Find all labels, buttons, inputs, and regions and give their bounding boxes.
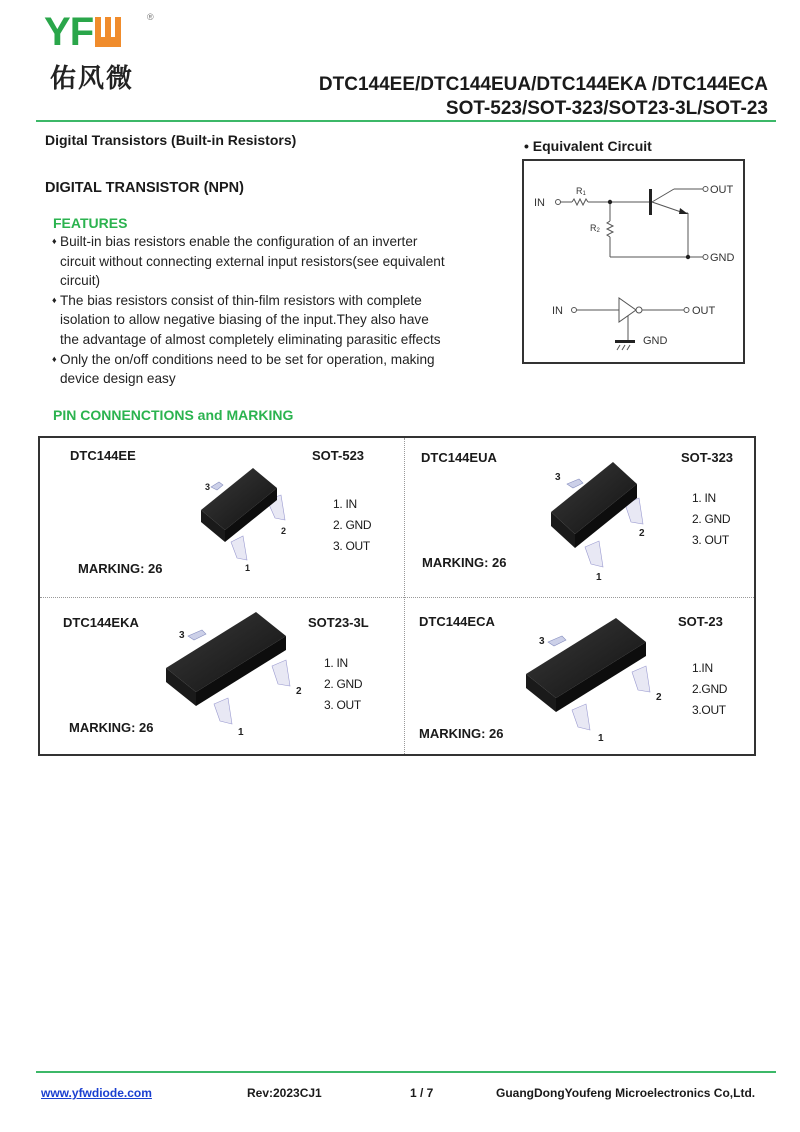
website-link[interactable]: www.yfwdiode.com — [41, 1086, 152, 1100]
pin-item: 1. IN — [324, 656, 348, 670]
document-title-packages: SOT-523/SOT-323/SOT23-3L/SOT-23 — [445, 98, 768, 119]
pin-item: 2. GND — [692, 512, 731, 526]
marking-label: MARKING: 26 — [69, 720, 154, 735]
pin-item: 1. IN — [333, 497, 357, 511]
pin-label-1: 1 — [245, 563, 251, 573]
feature-line: circuit without connecting external input resistors(see equivalent — [60, 253, 445, 269]
lead-2 — [632, 666, 650, 692]
footer-company: GuangDongYoufeng Microelectronics Co,Ltd. — [496, 1086, 756, 1100]
part-number: DTC144EUA — [421, 450, 497, 465]
feature-item — [54, 350, 494, 389]
brand-chinese-name: 佑风微 — [50, 64, 135, 94]
pin-item: 3. OUT — [692, 533, 729, 547]
type-heading: DIGITAL TRANSISTOR (NPN) — [45, 180, 244, 196]
pin-label-3: 3 — [205, 482, 211, 492]
pin-item: 2. GND — [324, 677, 363, 691]
equivalent-circuit-title: • Equivalent Circuit — [524, 138, 652, 154]
header-rule — [36, 120, 776, 122]
diamond-bullet-icon: ♦ — [52, 236, 57, 246]
inverter-in-label: IN — [552, 305, 563, 317]
logo-letter-y: Y — [44, 10, 70, 54]
marking-label: MARKING: 26 — [78, 561, 163, 576]
feature-line: Only the on/off conditions need to be set for operation, making — [60, 351, 435, 367]
package-name: SOT-523 — [312, 448, 365, 463]
pin-label-2: 2 — [296, 686, 302, 697]
logo-letter-f: F — [69, 10, 94, 54]
junction-dot — [686, 255, 690, 259]
equivalent-circuit-box — [522, 159, 745, 364]
pin-label-3: 3 — [539, 636, 545, 647]
circuit-in-label: IN — [534, 197, 545, 209]
lead-2 — [272, 660, 290, 686]
pin-list — [333, 494, 371, 557]
pin-list — [324, 653, 362, 716]
marking-label: MARKING: 26 — [422, 555, 507, 570]
transistor-base — [649, 189, 652, 215]
pin-connections-heading: PIN CONNENCTIONS and MARKING — [53, 407, 294, 423]
logo-w-mark — [95, 17, 121, 47]
footer-revision: Rev:2023CJ1 — [247, 1086, 322, 1100]
package-image-sot523 — [195, 460, 295, 575]
footer-website — [41, 1086, 152, 1100]
pin-label-1: 1 — [238, 727, 244, 738]
pin-item: 3. OUT — [324, 698, 361, 712]
pin-label-3: 3 — [179, 630, 185, 641]
subtitle: Digital Transistors (Built-in Resistors) — [45, 132, 297, 148]
pin-item: 3.OUT — [692, 703, 726, 717]
document-title-parts: DTC144EE/DTC144EUA/DTC144EKA /DTC144ECA — [318, 74, 768, 95]
resistor-r1 — [572, 199, 588, 205]
junction-dot — [608, 200, 612, 204]
package-image-sot23 — [522, 612, 672, 744]
feature-item — [54, 232, 494, 291]
diamond-bullet-icon: ♦ — [52, 353, 57, 364]
emitter-arrow — [679, 208, 688, 214]
marking-label: MARKING: 26 — [419, 726, 504, 741]
package-name: SOT-23 — [678, 614, 723, 629]
inverter-out-label: OUT — [692, 305, 716, 317]
package-image-sot323 — [545, 452, 660, 582]
ground-symbol — [615, 340, 635, 343]
inverter-out-terminal — [684, 308, 689, 313]
inverter-bubble — [636, 307, 642, 313]
feature-item — [54, 291, 494, 350]
table-horizontal-divider — [40, 597, 754, 598]
out-terminal — [703, 187, 708, 192]
circuit-out-label: OUT — [710, 184, 734, 196]
registered-mark: ® — [147, 12, 154, 22]
feature-line: Built-in bias resistors enable the configuration of an inverter — [60, 234, 418, 249]
inverter-in-terminal — [572, 308, 577, 313]
lead-3 — [188, 630, 206, 640]
lead-3 — [211, 482, 223, 490]
diamond-bullet-icon: ♦ — [52, 294, 57, 305]
circuit-gnd-label: GND — [710, 252, 735, 264]
in-terminal — [556, 200, 561, 205]
footer-page-number: 1 / 7 — [410, 1086, 434, 1100]
pin-label-2: 2 — [281, 526, 287, 536]
features-list — [54, 232, 494, 389]
pin-list — [692, 488, 730, 551]
feature-line: circuit) — [60, 273, 101, 289]
lead-1 — [585, 541, 603, 567]
feature-line: device design easy — [60, 371, 176, 387]
package-image-sot23-3l — [162, 608, 312, 740]
lead-3 — [548, 636, 566, 646]
feature-line: the advantage of almost completely eliminating parasitic effects — [60, 331, 441, 347]
package-name: SOT-323 — [681, 450, 734, 465]
pin-item: 2.GND — [692, 682, 728, 696]
gnd-terminal — [703, 255, 708, 260]
resistor-r2 — [607, 221, 613, 237]
lead-1 — [231, 536, 247, 560]
pin-list — [692, 658, 727, 721]
feature-line: isolation to allow negative biasing of the input.They also have — [60, 312, 429, 328]
part-number: DTC144EKA — [63, 615, 139, 630]
pin-label-1: 1 — [596, 572, 602, 582]
pin-item: 1. IN — [692, 491, 716, 505]
lead-1 — [572, 704, 590, 730]
feature-line: The bias resistors consist of thin-film resistors with complete — [60, 292, 422, 308]
part-number: DTC144EE — [70, 448, 136, 463]
lead-3 — [567, 479, 583, 488]
r2-label: R2 — [590, 223, 600, 234]
footer-rule — [36, 1071, 776, 1073]
pin-label-2: 2 — [656, 692, 662, 703]
pin-label-2: 2 — [639, 528, 645, 539]
part-number: DTC144ECA — [419, 614, 495, 629]
package-name: SOT23-3L — [308, 615, 369, 630]
brand-logo — [44, 12, 121, 52]
table-vertical-divider — [404, 438, 405, 754]
equivalent-circuit-diagram — [524, 161, 743, 362]
features-heading: FEATURES — [53, 215, 128, 231]
pin-item: 3. OUT — [333, 539, 370, 553]
r1-label: R1 — [576, 186, 586, 197]
pin-item: 1.IN — [692, 661, 713, 675]
pin-label-1: 1 — [598, 733, 604, 744]
pin-item: 2. GND — [333, 518, 372, 532]
inverter-gnd-label: GND — [643, 335, 668, 347]
pin-label-3: 3 — [555, 472, 561, 483]
lead-1 — [214, 698, 232, 724]
